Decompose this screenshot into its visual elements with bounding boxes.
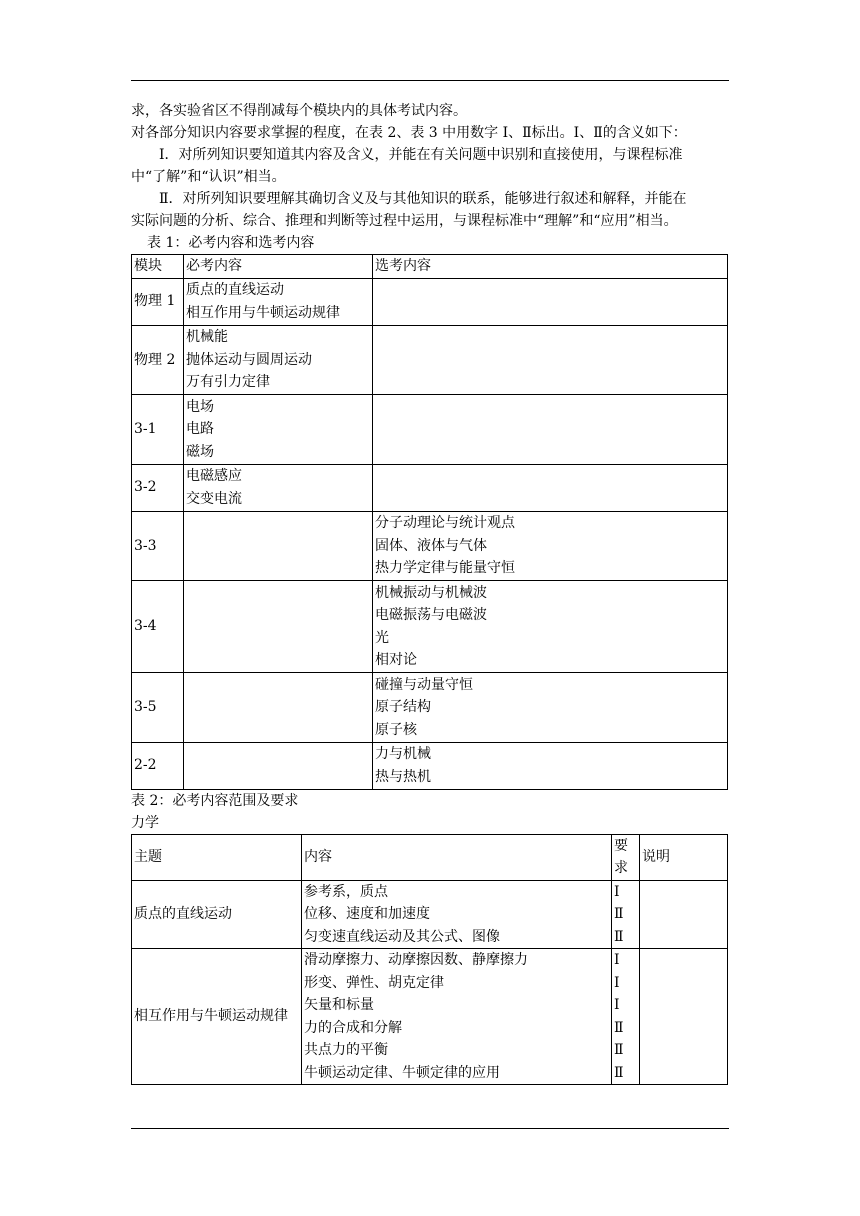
table1-required-item: 机械能 <box>186 329 228 345</box>
table2-header-row <box>132 834 728 880</box>
table2-row <box>132 880 728 949</box>
table1 <box>131 254 728 790</box>
table1-optional-cell <box>373 581 728 673</box>
table2-content-item: 矢量和标量 <box>304 997 374 1013</box>
table1-optional-item: 机械振动与机械波 <box>375 584 487 601</box>
table1-required-item: 相互作用与牛顿运动规律 <box>186 304 340 321</box>
table2-note-cell <box>640 880 728 949</box>
table1-row <box>132 464 728 511</box>
table1-required-item: 电磁感应 <box>186 468 242 484</box>
table1-row <box>132 325 728 395</box>
table2-content-item: 牛顿运动定律、牛顿定律的应用 <box>304 1064 500 1081</box>
table2-row <box>132 949 728 1085</box>
table1-required-cell <box>184 581 373 673</box>
table1-required-cell <box>184 325 373 395</box>
table1-optional-item: 光 <box>375 629 389 646</box>
table1-optional-item: 热力学定律与能量守恒 <box>375 560 515 576</box>
table1-caption: 表 1：必考内容和选考内容 <box>147 235 315 251</box>
table2-content-item: 位移、速度和加速度 <box>304 906 430 922</box>
table1-optional-cell <box>373 742 728 789</box>
table2-requirement-level: Ⅰ <box>614 952 620 968</box>
table1-optional-cell <box>373 395 728 465</box>
table2-requirement-level: Ⅱ <box>614 1042 624 1058</box>
intro-line-1: 求，各实验省区不得削减每个模块内的具体考试内容。 <box>131 103 467 119</box>
table1-row <box>132 395 728 465</box>
table2-requirement-cell <box>612 949 640 1085</box>
table2-content-item: 力的合成和分解 <box>304 1019 402 1036</box>
table1-module-cell: 3-5 <box>132 673 184 743</box>
table1-required-cell <box>184 278 373 325</box>
table2-requirement-cell <box>612 880 640 949</box>
table1-required-cell <box>184 511 373 581</box>
table1-required-item: 质点的直线运动 <box>186 282 284 298</box>
table2-subcaption: 力学 <box>131 814 159 831</box>
table2-content-item: 参考系，质点 <box>304 883 388 900</box>
table1-optional-item: 分子动理论与统计观点 <box>375 515 515 531</box>
table1-row <box>132 511 728 581</box>
table2 <box>131 834 728 1086</box>
level-1-line-1: Ⅰ．对所列知识要知道其内容及含义，并能在有关问题中识别和直接使用，与课程标准 <box>159 147 683 163</box>
table1-header-optional: 选考内容 <box>373 255 728 279</box>
table1-required-cell <box>184 395 373 465</box>
level-2-line-2: 实际问题的分析、综合、推理和判断等过程中运用，与课程标准中“理解”和“应用”相当。 <box>131 213 678 229</box>
table2-caption: 表 2：必考内容范围及要求 <box>131 792 299 809</box>
table1-required-item: 磁场 <box>186 443 214 460</box>
table2-topic-cell: 质点的直线运动 <box>132 880 302 949</box>
table2-topic-cell: 相互作用与牛顿运动规律 <box>132 949 302 1085</box>
table1-module-cell: 3-2 <box>132 464 184 511</box>
table1-module-cell: 3-4 <box>132 581 184 673</box>
table1-header-row <box>132 255 728 279</box>
table1-header-required: 必考内容 <box>184 255 373 279</box>
table1-module-cell: 3-1 <box>132 395 184 465</box>
table2-header-requirement <box>612 834 640 880</box>
table2-header-req-2: 求 <box>614 860 628 876</box>
table2-requirement-level: Ⅱ <box>614 928 624 945</box>
table1-row <box>132 581 728 673</box>
table1-optional-cell <box>373 325 728 395</box>
table1-optional-cell <box>373 464 728 511</box>
table1-required-cell <box>184 464 373 511</box>
table2-header-content: 内容 <box>302 834 612 880</box>
table2-content-item: 共点力的平衡 <box>304 1042 388 1058</box>
table1-required-cell <box>184 742 373 789</box>
table2-requirement-level: Ⅱ <box>614 906 624 922</box>
table2-header-topic: 主题 <box>132 834 302 880</box>
table2-requirement-level: Ⅱ <box>614 1064 624 1081</box>
table1-required-cell <box>184 673 373 743</box>
table1-row <box>132 673 728 743</box>
table2-requirement-level: Ⅰ <box>614 997 620 1013</box>
table1-module-cell: 物理 1 <box>132 278 184 325</box>
intro-line-2: 对各部分知识内容要求掌握的程度，在表 2、表 3 中用数字 Ⅰ、Ⅱ标出。Ⅰ、Ⅱ的含义如下： <box>131 125 687 141</box>
table1-row <box>132 742 728 789</box>
table2-content-item: 滑动摩擦力、动摩擦因数、静摩擦力 <box>304 952 528 968</box>
table2-requirement-level: Ⅰ <box>614 974 620 991</box>
table1-optional-item: 电磁振荡与电磁波 <box>375 607 487 623</box>
table1-optional-cell <box>373 673 728 743</box>
table1-optional-item: 碰撞与动量守恒 <box>375 676 473 693</box>
table2-content-cell <box>302 880 612 949</box>
table1-module-cell: 2-2 <box>132 742 184 789</box>
table1-row <box>132 278 728 325</box>
table1-optional-item: 热与热机 <box>375 768 431 785</box>
table1-optional-item: 原子核 <box>375 721 417 738</box>
table1-body <box>132 278 728 789</box>
table1-optional-item: 力与机械 <box>375 746 431 762</box>
table2-header-req-1: 要 <box>614 837 628 854</box>
table2-body <box>132 880 728 1085</box>
table1-header-module: 模块 <box>132 255 184 279</box>
table2-requirement-level: Ⅱ <box>614 1019 624 1036</box>
table2-note-cell <box>640 949 728 1085</box>
table2-requirement-level: Ⅰ <box>614 883 620 900</box>
table1-optional-item: 原子结构 <box>375 699 431 715</box>
table1-required-item: 电路 <box>186 421 214 437</box>
table1-module-cell: 物理 2 <box>132 325 184 395</box>
table2-content-item: 匀变速直线运动及其公式、图像 <box>304 928 500 945</box>
level-2-line-1: Ⅱ．对所列知识要理解其确切含义及与其他知识的联系，能够进行叙述和解释，并能在 <box>159 191 687 207</box>
table2-content-item: 形变、弹性、胡克定律 <box>304 974 444 991</box>
table1-optional-cell <box>373 278 728 325</box>
level-1-line-2: 中“了解”和“认识”相当。 <box>131 169 286 185</box>
table1-optional-item: 相对论 <box>375 652 417 668</box>
table1-module-cell: 3-3 <box>132 511 184 581</box>
table2-content-cell <box>302 949 612 1085</box>
table1-required-item: 抛体运动与圆周运动 <box>186 351 312 368</box>
footer-rule <box>131 1128 729 1129</box>
table1-optional-cell <box>373 511 728 581</box>
document-body <box>131 100 731 1085</box>
header-rule <box>131 80 729 81</box>
table1-optional-item: 固体、液体与气体 <box>375 537 487 554</box>
table1-required-item: 万有引力定律 <box>186 374 270 390</box>
table1-required-item: 交变电流 <box>186 490 242 507</box>
table1-required-item: 电场 <box>186 398 214 415</box>
table2-header-note: 说明 <box>640 834 728 880</box>
